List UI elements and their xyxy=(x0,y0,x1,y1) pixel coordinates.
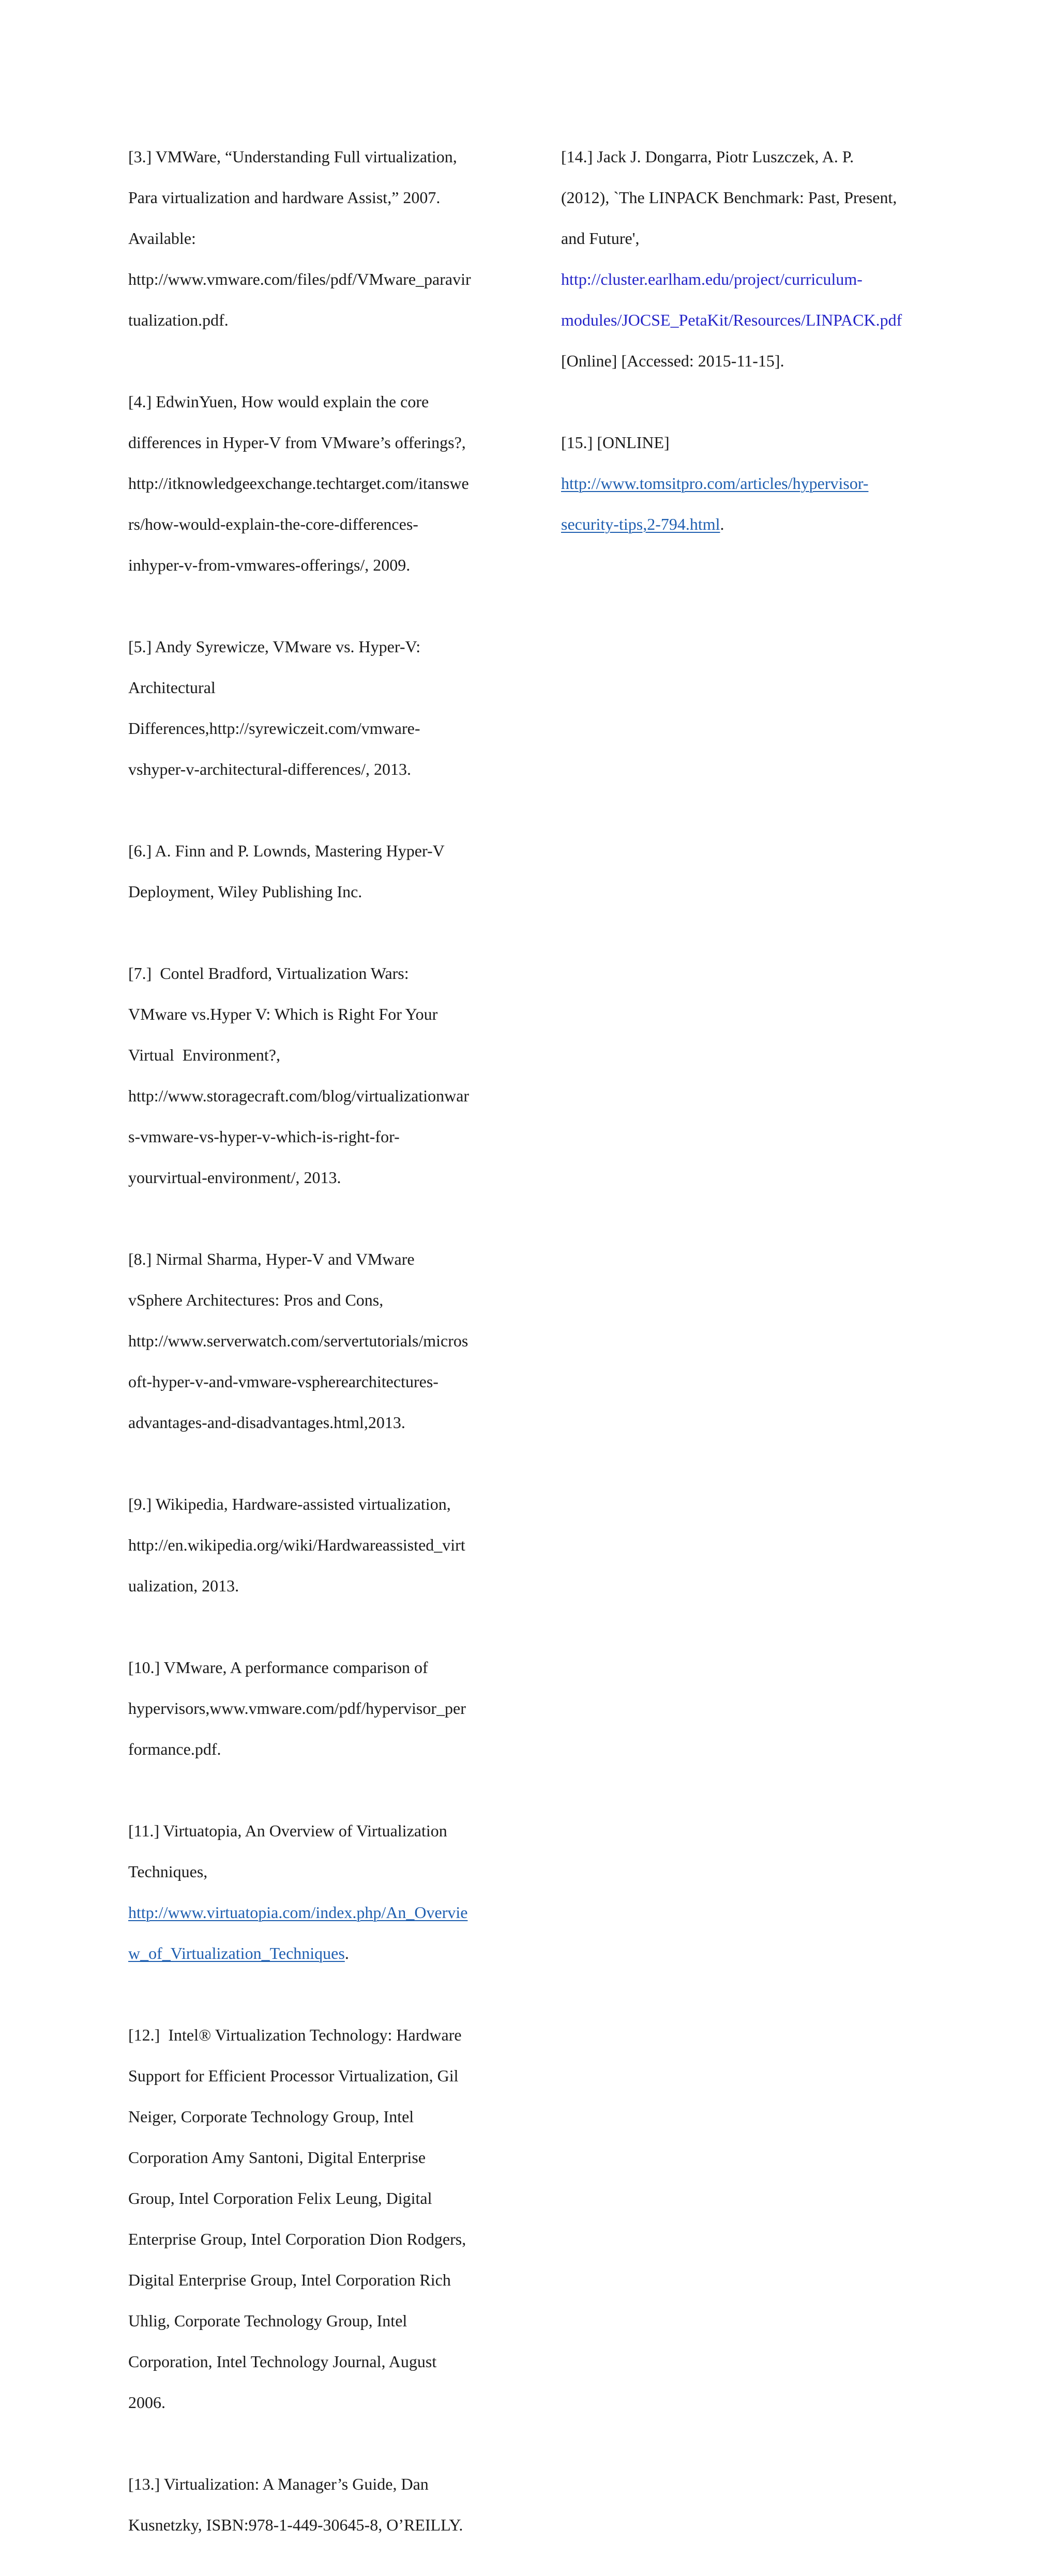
linpack-link[interactable]: http://cluster.earlham.edu/project/curriculum- xyxy=(561,269,863,288)
reference-line: (2012), `The LINPACK Benchmark: Past, Present, xyxy=(561,188,897,207)
reference-line: vshyper-v-architectural-differences/, 2013. xyxy=(128,759,411,778)
linpack-link-continued[interactable]: modules/JOCSE_PetaKit/Resources/LINPACK.pdf xyxy=(561,310,902,329)
reference-line: [6.] A. Finn and P. Lownds, Mastering Hyper-V xyxy=(128,841,445,860)
reference-line: yourvirtual-environment/, 2013. xyxy=(128,1168,341,1187)
reference-line: Deployment, Wiley Publishing Inc. xyxy=(128,882,362,901)
reference-line: advantages-and-disadvantages.html,2013. xyxy=(128,1413,405,1432)
reference-line: http://en.wikipedia.org/wiki/Hardwareassisted_virt xyxy=(128,1535,465,1554)
reference-line: [5.] Andy Syrewicze, VMware vs. Hyper-V: xyxy=(128,637,421,656)
reference-line: inhyper-v-from-vmwares-offerings/, 2009. xyxy=(128,555,411,574)
reference-10 xyxy=(128,1637,506,1780)
tomsitpro-link[interactable]: http://www.tomsitpro.com/articles/hypervisor- xyxy=(561,473,869,493)
reference-link-line xyxy=(561,269,954,290)
reference-line: [3.] VMWare, “Understanding Full virtualization, xyxy=(128,147,457,166)
reference-8 xyxy=(128,1229,506,1453)
reference-link-line xyxy=(128,1943,506,1964)
reference-line: oft-hyper-v-and-vmware-vspherearchitectures- xyxy=(128,1372,438,1391)
reference-line: Neiger, Corporate Technology Group, Intel xyxy=(128,2107,414,2126)
reference-line: Corporation, Intel Technology Journal, August xyxy=(128,2352,437,2371)
reference-line: Virtual Environment?, xyxy=(128,1045,280,1064)
reference-line: [8.] Nirmal Sharma, Hyper-V and VMware xyxy=(128,1249,415,1268)
reference-link-line xyxy=(561,310,954,331)
reference-line: tualization.pdf. xyxy=(128,310,229,329)
reference-line: Available: xyxy=(128,228,196,248)
reference-line: [15.] [ONLINE] xyxy=(561,433,670,452)
reference-link-line xyxy=(128,1903,506,1923)
reference-line: Para virtualization and hardware Assist,” 2007. xyxy=(128,188,441,207)
reference-line: 2006. xyxy=(128,2393,165,2412)
reference-line: [10.] VMware, A performance comparison of xyxy=(128,1658,428,1677)
reference-line: http://www.serverwatch.com/servertutorials/micros xyxy=(128,1331,468,1350)
reference-link-line xyxy=(561,514,954,535)
reference-line: Support for Efficient Processor Virtualization, Gil xyxy=(128,2066,459,2085)
virtuatopia-link[interactable]: http://www.virtuatopia.com/index.php/An_Overvie xyxy=(128,1903,468,1922)
reference-line: rs/how-would-explain-the-core-differences- xyxy=(128,514,418,533)
reference-14 xyxy=(561,126,954,392)
reference-5 xyxy=(128,616,506,800)
reference-line: [Online] [Accessed: 2015-11-15]. xyxy=(561,351,784,370)
reference-line: [12.] Intel® Virtualization Technology: Hardware xyxy=(128,2025,462,2044)
reference-6 xyxy=(128,820,506,923)
reference-line: s-vmware-vs-hyper-v-which-is-right-for- xyxy=(128,1127,400,1146)
references-right-column xyxy=(561,126,954,575)
reference-line: hypervisors,www.vmware.com/pdf/hypervisor_per xyxy=(128,1698,466,1718)
reference-line: Differences,http://syrewiczeit.com/vmware- xyxy=(128,718,420,738)
reference-11 xyxy=(128,1800,506,1984)
reference-line: [14.] Jack J. Dongarra, Piotr Luszczek, A. P. xyxy=(561,147,854,166)
reference-line: differences in Hyper-V from VMware’s offerings?, xyxy=(128,433,466,452)
reference-line: Kusnetzky, ISBN:978-1-449-30645-8, O’REILLY. xyxy=(128,2515,463,2534)
reference-line: [7.] Contel Bradford, Virtualization Wars: xyxy=(128,963,409,983)
reference-13 xyxy=(128,2454,506,2556)
reference-line: [11.] Virtuatopia, An Overview of Virtualization xyxy=(128,1821,447,1840)
reference-line: and Future', xyxy=(561,228,640,248)
reference-line: Digital Enterprise Group, Intel Corporation Rich xyxy=(128,2270,451,2289)
reference-line: Architectural xyxy=(128,678,216,697)
trailing-period: . xyxy=(720,514,724,533)
reference-15 xyxy=(561,412,954,555)
reference-line: VMware vs.Hyper V: Which is Right For Your xyxy=(128,1004,438,1023)
reference-line: [13.] Virtualization: A Manager’s Guide, Dan xyxy=(128,2474,429,2493)
reference-line: [4.] EdwinYuen, How would explain the core xyxy=(128,392,429,411)
reference-line: Group, Intel Corporation Felix Leung, Digital xyxy=(128,2188,432,2207)
reference-12 xyxy=(128,2004,506,2433)
tomsitpro-link-continued[interactable]: security-tips,2-794.html xyxy=(561,514,720,533)
reference-line: vSphere Architectures: Pros and Cons, xyxy=(128,1290,384,1309)
reference-line: formance.pdf. xyxy=(128,1739,221,1758)
reference-9 xyxy=(128,1474,506,1617)
reference-link-line xyxy=(561,473,954,494)
virtuatopia-link-continued[interactable]: w_of_Virtualization_Techniques xyxy=(128,1943,345,1962)
reference-line: http://www.vmware.com/files/pdf/VMware_paravir xyxy=(128,269,471,288)
reference-7 xyxy=(128,943,506,1208)
reference-line: ualization, 2013. xyxy=(128,1576,239,1595)
references-left-column xyxy=(128,126,506,2576)
reference-line: http://itknowledgeexchange.techtarget.com/itanswe xyxy=(128,473,469,493)
reference-line: Corporation Amy Santoni, Digital Enterprise xyxy=(128,2148,426,2167)
reference-4 xyxy=(128,371,506,596)
reference-3 xyxy=(128,126,506,351)
trailing-period: . xyxy=(344,1943,349,1962)
reference-line: Enterprise Group, Intel Corporation Dion Rodgers, xyxy=(128,2229,466,2248)
reference-line: http://www.storagecraft.com/blog/virtualizationwar xyxy=(128,1086,470,1105)
reference-line: [9.] Wikipedia, Hardware-assisted virtualization, xyxy=(128,1494,451,1513)
reference-line: Uhlig, Corporate Technology Group, Intel xyxy=(128,2311,407,2330)
reference-line: Techniques, xyxy=(128,1862,208,1881)
